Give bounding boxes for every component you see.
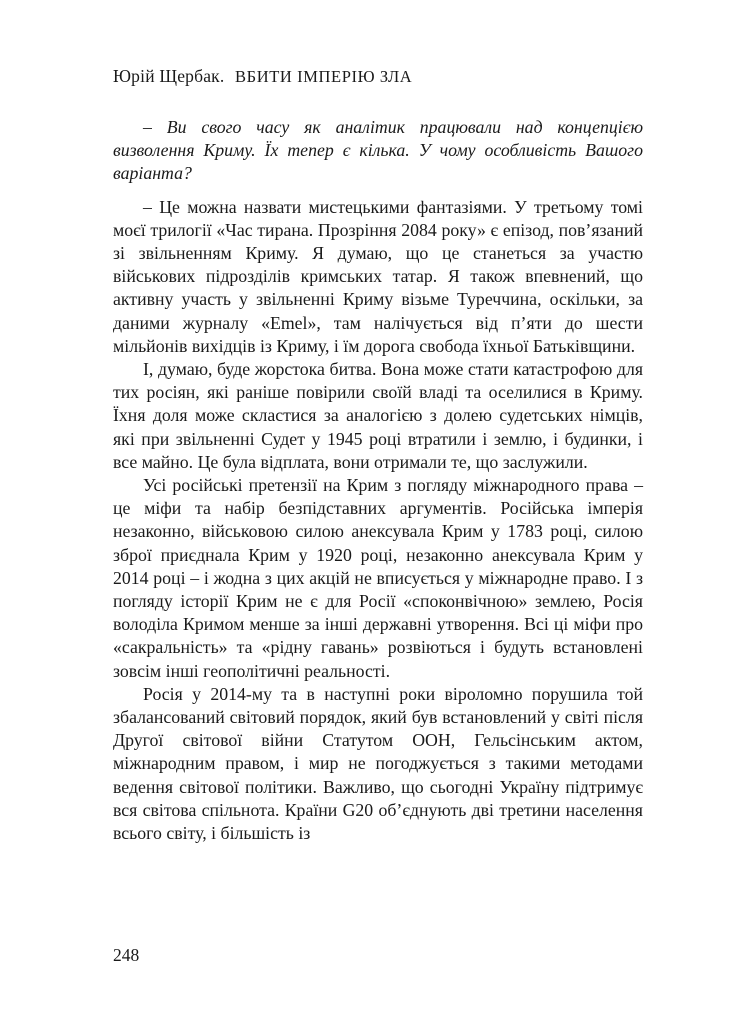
interview-question: – Ви свого часу як аналітик працювали над концепцією визволення Криму. Їх тепер є кілька. У чому особливість Вашого варіанта?	[113, 117, 643, 184]
page-number: 248	[113, 945, 140, 965]
body-text	[113, 116, 643, 845]
answer-paragraph: – Це можна назвати мистецькими фантазіями. У третьому томі моєї трилогії «Час тирана. Прозріння 2084 року» є епізод, пов’язаний зі звільненням Криму. Я думаю, що це станеться за участю військових підрозділів кримських татар. Я також впевнений, що активну участь у звільненні Криму візьме Туреччина, оскільки, за даними журналу «Emel», там налічується від п’яти до шести мільйонів вихідців із Криму, і їм дорога свобода їхньої Батьківщини.	[113, 196, 643, 356]
running-header	[113, 66, 412, 87]
header-book-title: ВБИТИ ІМПЕРІЮ ЗЛА	[235, 67, 413, 86]
body-paragraph: І, думаю, буде жорстока битва. Вона може стати катастрофою для тих росіян, які раніше повірили своїй владі та оселилися в Криму. Їхня доля може скластися за аналогією з долею судетських німців, які при звільненні Судет у 1945 році втратили і землю, і будинки, і все майно. Це була відплата, вони отримали те, що заслужили.	[113, 359, 643, 472]
body-paragraph: Росія у 2014-му та в наступні роки віроломно порушила той збалансований світовий порядок, який був встановлений у світі після Другої світової війни Статутом ООН, Гельсінським актом, міжнародним правом, і мир не погоджується з такими методами ведення світової політики. Важливо, що сьогодні Україну підтримує вся світова спільнота. Країни G20 об’єднують дві третини населення всього світу, і більшість із	[113, 683, 643, 844]
header-author: Юрій Щербак.	[113, 66, 225, 86]
body-paragraph: Усі російські претензії на Крим з погляду міжнародного права – це міфи та набір безпідставних аргументів. Російська імперія незаконно, військовою силою анексувала Крим у 1783 році, силою зброї приєднала Крим у 1920 році, незаконно анексувала Крим у 2014 році – і жодна з цих акцій не вписується у міжнародне право. І з погляду історії Крим не є для Росії «споконвічною» землею, Росія володіла Кримом менше за інші державні утворення. Всі ці міфи про «сакральність» та «рідну гавань» розвіються і будуть встановлені зовсім інші геополітичні реальності.	[113, 475, 643, 681]
